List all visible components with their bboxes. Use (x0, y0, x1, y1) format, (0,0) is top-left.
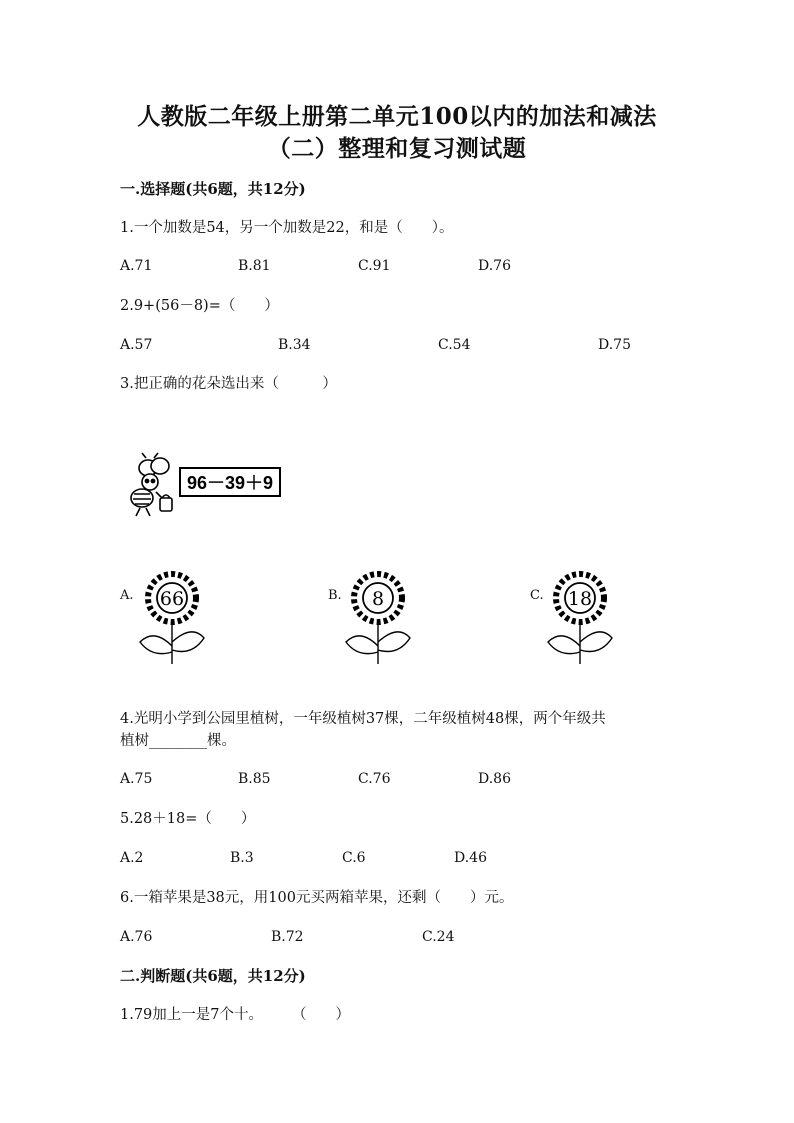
judge-question-1: 1.79加上一是7个十。 （ ） (120, 1007, 351, 1023)
flower-b-number: 8 (371, 588, 385, 610)
q4-option-a: A.75 (120, 771, 153, 787)
question-3: 3.把正确的花朵选出来（ ） (120, 376, 337, 392)
flower-c (544, 566, 616, 666)
question-4-line2: 植树________棵。 (120, 733, 236, 749)
question-1-options (120, 258, 680, 278)
question-6-options (120, 929, 680, 949)
section-judge-heading: 二.判断题(共6题，共12分) (120, 967, 306, 985)
question-2-options (120, 337, 680, 357)
q2-option-b: B.34 (278, 337, 311, 353)
q1-option-a: A.71 (120, 258, 153, 274)
bee-expression-figure (120, 452, 290, 524)
q2-option-d: D.75 (598, 337, 631, 353)
question-2: 2.9+(56－8)=（ ） (120, 298, 279, 314)
q5-option-d: D.46 (454, 850, 487, 866)
flower-c-number: 18 (567, 588, 593, 610)
flower-a-number: 66 (159, 588, 185, 610)
q6-option-c: C.24 (422, 929, 455, 945)
flower-a (136, 566, 208, 666)
q6-option-b: B.72 (271, 929, 304, 945)
q1-option-b: B.81 (238, 258, 271, 274)
section-choice-heading: 一.选择题(共6题，共12分) (120, 180, 306, 198)
question-5: 5.28＋18=（ ） (120, 811, 256, 827)
q5-option-c: C.6 (342, 850, 366, 866)
q2-option-a: A.57 (120, 337, 153, 353)
expression-text: 96－39＋9 (186, 473, 274, 493)
q2-option-c: C.54 (438, 337, 471, 353)
flower-b-label: B. (328, 588, 342, 603)
flower-c-label: C. (530, 588, 544, 603)
question-6: 6.一箱苹果是38元，用100元买两箱苹果，还剩（ ）元。 (120, 890, 514, 906)
q4-option-d: D.86 (478, 771, 511, 787)
doc-title-line2: （二）整理和复习测试题 (267, 135, 527, 162)
question-1: 1.一个加数是54，另一个加数是22，和是（ ）。 (120, 220, 454, 236)
question-4-line1: 4.光明小学到公园里植树，一年级植树37棵，二年级植树48棵，两个年级共 (120, 711, 606, 727)
bee-icon (131, 453, 172, 516)
question-4-options (120, 771, 680, 791)
q6-option-a: A.76 (120, 929, 153, 945)
q5-option-b: B.3 (230, 850, 254, 866)
q1-option-d: D.76 (478, 258, 511, 274)
q1-option-c: C.91 (358, 258, 391, 274)
q4-option-c: C.76 (358, 771, 391, 787)
q5-option-a: A.2 (120, 850, 144, 866)
question-5-options (120, 850, 680, 870)
flower-a-label: A. (120, 588, 134, 603)
flower-b (342, 566, 414, 666)
doc-title-line1: 人教版二年级上册第二单元100以内的加法和减法 (137, 103, 657, 130)
q4-option-b: B.85 (238, 771, 271, 787)
